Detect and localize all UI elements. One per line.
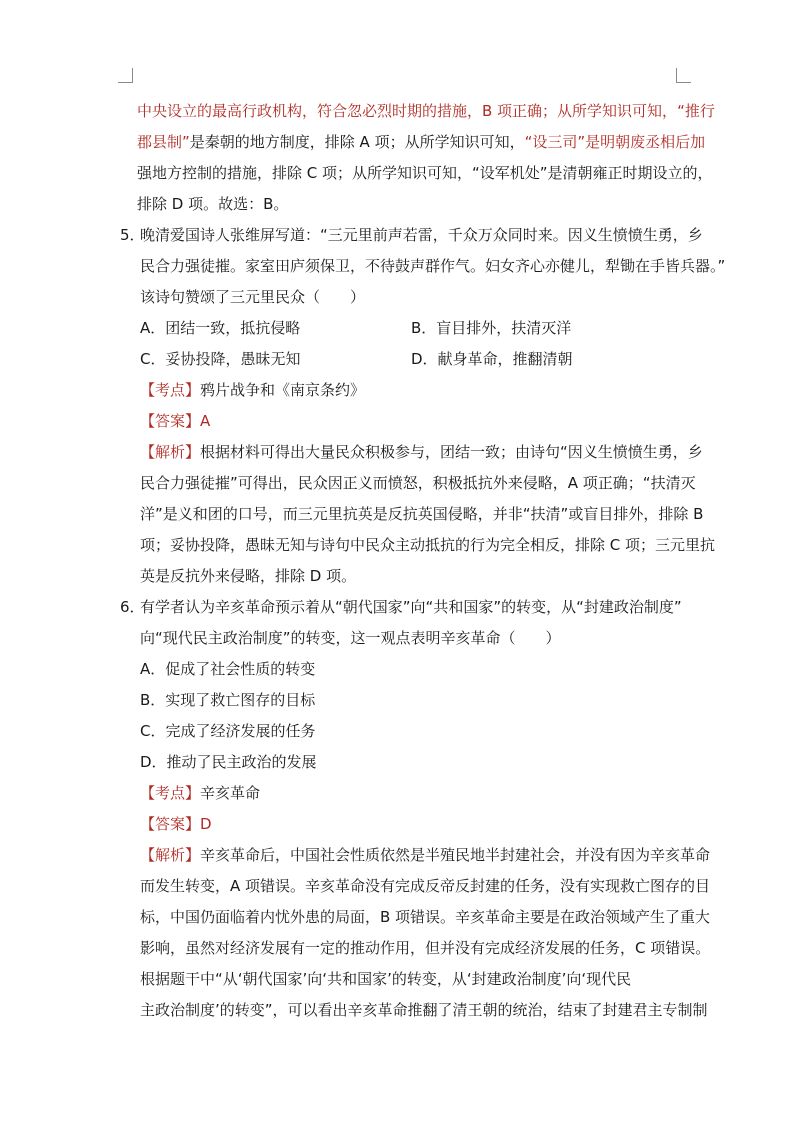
kaodian-label: 【考点】 xyxy=(140,784,201,802)
explanation-text: 项；妥协投降，愚昧无知与诗句中民众主动抵抗的行为完全相反，排除 C 项；三元里抗 xyxy=(140,536,716,554)
question-stem: 有学者认为辛亥革命预示着从“朝代国家”向“共和国家”的转变，从“封建政治制度” xyxy=(140,598,682,616)
prev-line xyxy=(137,127,706,158)
explanation-line xyxy=(137,871,711,902)
option-text: C．完成了经济发展的任务 xyxy=(140,722,316,740)
explanation-label: 【解析】 xyxy=(140,846,201,864)
kaodian-row xyxy=(137,375,682,406)
previous-explanation xyxy=(137,96,715,220)
prev-line xyxy=(137,96,715,127)
explanation-label: 【解析】 xyxy=(140,443,201,461)
option-a: A．团结一致，抵抗侵略 xyxy=(140,319,301,337)
option-text: D．推动了民主政治的发展 xyxy=(140,753,317,771)
explanation-text: 民合力强徒摧”可得出，民众因正义而愤怒，积极抵抗外来侵略，A 项正确；“扶清灭 xyxy=(140,474,696,492)
prev-line xyxy=(137,189,682,220)
explanation-text: 辛亥革命后，中国社会性质依然是半殖民地半封建社会，并没有因为辛亥革命 xyxy=(200,846,711,864)
kaodian-text: 鸦片战争和《南京条约》 xyxy=(200,381,366,399)
option-text: A．促成了社会性质的转变 xyxy=(140,660,316,678)
question-stem-line xyxy=(120,220,703,251)
question-6 xyxy=(120,592,711,1026)
explanation-line xyxy=(137,902,711,933)
question-stem-line xyxy=(137,251,726,282)
option-c xyxy=(137,716,682,747)
prev-line xyxy=(137,158,713,189)
explanation-line xyxy=(137,437,703,468)
question-stem: 该诗句赞颂了三元里民众（ ） xyxy=(140,288,366,306)
prev-text: 强地方控制的措施，排除 C 项；从所学知识可知，“设军机处”是清朝雍正时期设立的， xyxy=(137,164,713,182)
option-c: C．妥协投降，愚昧无知 xyxy=(140,350,301,368)
explanation-text: 英是反抗外来侵略，排除 D 项。 xyxy=(140,567,357,585)
option-d: D．献身革命，推翻清朝 xyxy=(411,350,573,368)
explanation-line xyxy=(137,561,682,592)
question-stem-line xyxy=(120,592,682,623)
prev-text: 是秦朝的地方制度，排除 A 项；从所学知识可知， xyxy=(189,133,525,151)
question-stem-line xyxy=(137,282,682,313)
question-stem: 民合力强徒摧。家室田庐须保卫，不待鼓声群作气。妇女齐心亦健儿，犁锄在手皆兵器。” xyxy=(140,257,726,275)
prev-text: “设三司”是明朝废丞相后加 xyxy=(524,133,706,151)
prev-text: 排除 D 项。故选：B。 xyxy=(137,195,289,213)
option-row xyxy=(137,344,682,375)
explanation-text: 标，中国仍面临着内忧外患的局面，B 项错误。辛亥革命主要是在政治领域产生了重大 xyxy=(140,908,711,926)
option-text: B．实现了救亡图存的目标 xyxy=(140,691,316,709)
answer-row xyxy=(137,406,682,437)
question-stem: 晚清爱国诗人张维屏写道：“三元里前声若雷，千众万众同时来。因义生愤愤生勇，乡 xyxy=(140,226,703,244)
prev-text: 中央设立的最高行政机构，符合忽必烈时期的措施，B 项正确；从所学知识可知， xyxy=(137,102,678,120)
kaodian-row xyxy=(137,778,682,809)
question-stem-line xyxy=(137,623,682,654)
answer-label: 【答案】 xyxy=(140,412,201,430)
answer-value: D xyxy=(200,815,212,833)
explanation-text: 主政治制度’的转变”，可以看出辛亥革命推翻了清王朝的统治，结束了封建君主专制制 xyxy=(140,1001,708,1019)
explanation-text: 影响，虽然对经济发展有一定的推动作用，但并没有完成经济发展的任务，C 项错误。 xyxy=(140,939,711,957)
option-d xyxy=(137,747,682,778)
kaodian-label: 【考点】 xyxy=(140,381,201,399)
option-row xyxy=(137,313,682,344)
document-body xyxy=(120,96,726,1026)
explanation-line xyxy=(137,530,716,561)
explanation-line xyxy=(137,499,704,530)
option-a xyxy=(137,654,682,685)
explanation-line xyxy=(137,468,696,499)
prev-text: “推行 xyxy=(677,102,715,120)
explanation-text: 而发生转变，A 项错误。辛亥革命没有完成反帝反封建的任务，没有实现救亡图存的目 xyxy=(140,877,711,895)
page-corner-mark-left xyxy=(118,68,133,83)
explanation-text: 洋”是义和团的口号，而三元里抗英是反抗英国侵略，并非“扶清”或盲目排外，排除 B xyxy=(140,505,704,523)
explanation-text: 根据材料可得出大量民众积极参与，团结一致；由诗句“因义生愤愤生勇，乡 xyxy=(200,443,703,461)
answer-row xyxy=(137,809,682,840)
question-number: 5． xyxy=(120,226,145,244)
page-corner-mark-right xyxy=(676,68,691,83)
kaodian-text: 辛亥革命 xyxy=(200,784,261,802)
explanation-line xyxy=(137,933,711,964)
explanation-text: 根据题干中“从‘朝代国家’向‘共和国家’的转变，从‘封建政治制度’向‘现代民 xyxy=(140,970,632,988)
question-5 xyxy=(120,220,726,592)
explanation-line xyxy=(137,964,682,995)
option-b xyxy=(137,685,682,716)
answer-label: 【答案】 xyxy=(140,815,201,833)
option-b: B．盲目排外，扶清灭洋 xyxy=(411,319,572,337)
question-stem: 向“现代民主政治制度”的转变，这一观点表明辛亥革命（ ） xyxy=(140,629,561,647)
question-number: 6． xyxy=(120,598,145,616)
answer-value: A xyxy=(200,412,211,430)
prev-text: 郡县制” xyxy=(137,133,190,151)
explanation-line xyxy=(137,840,711,871)
explanation-line xyxy=(137,995,708,1026)
